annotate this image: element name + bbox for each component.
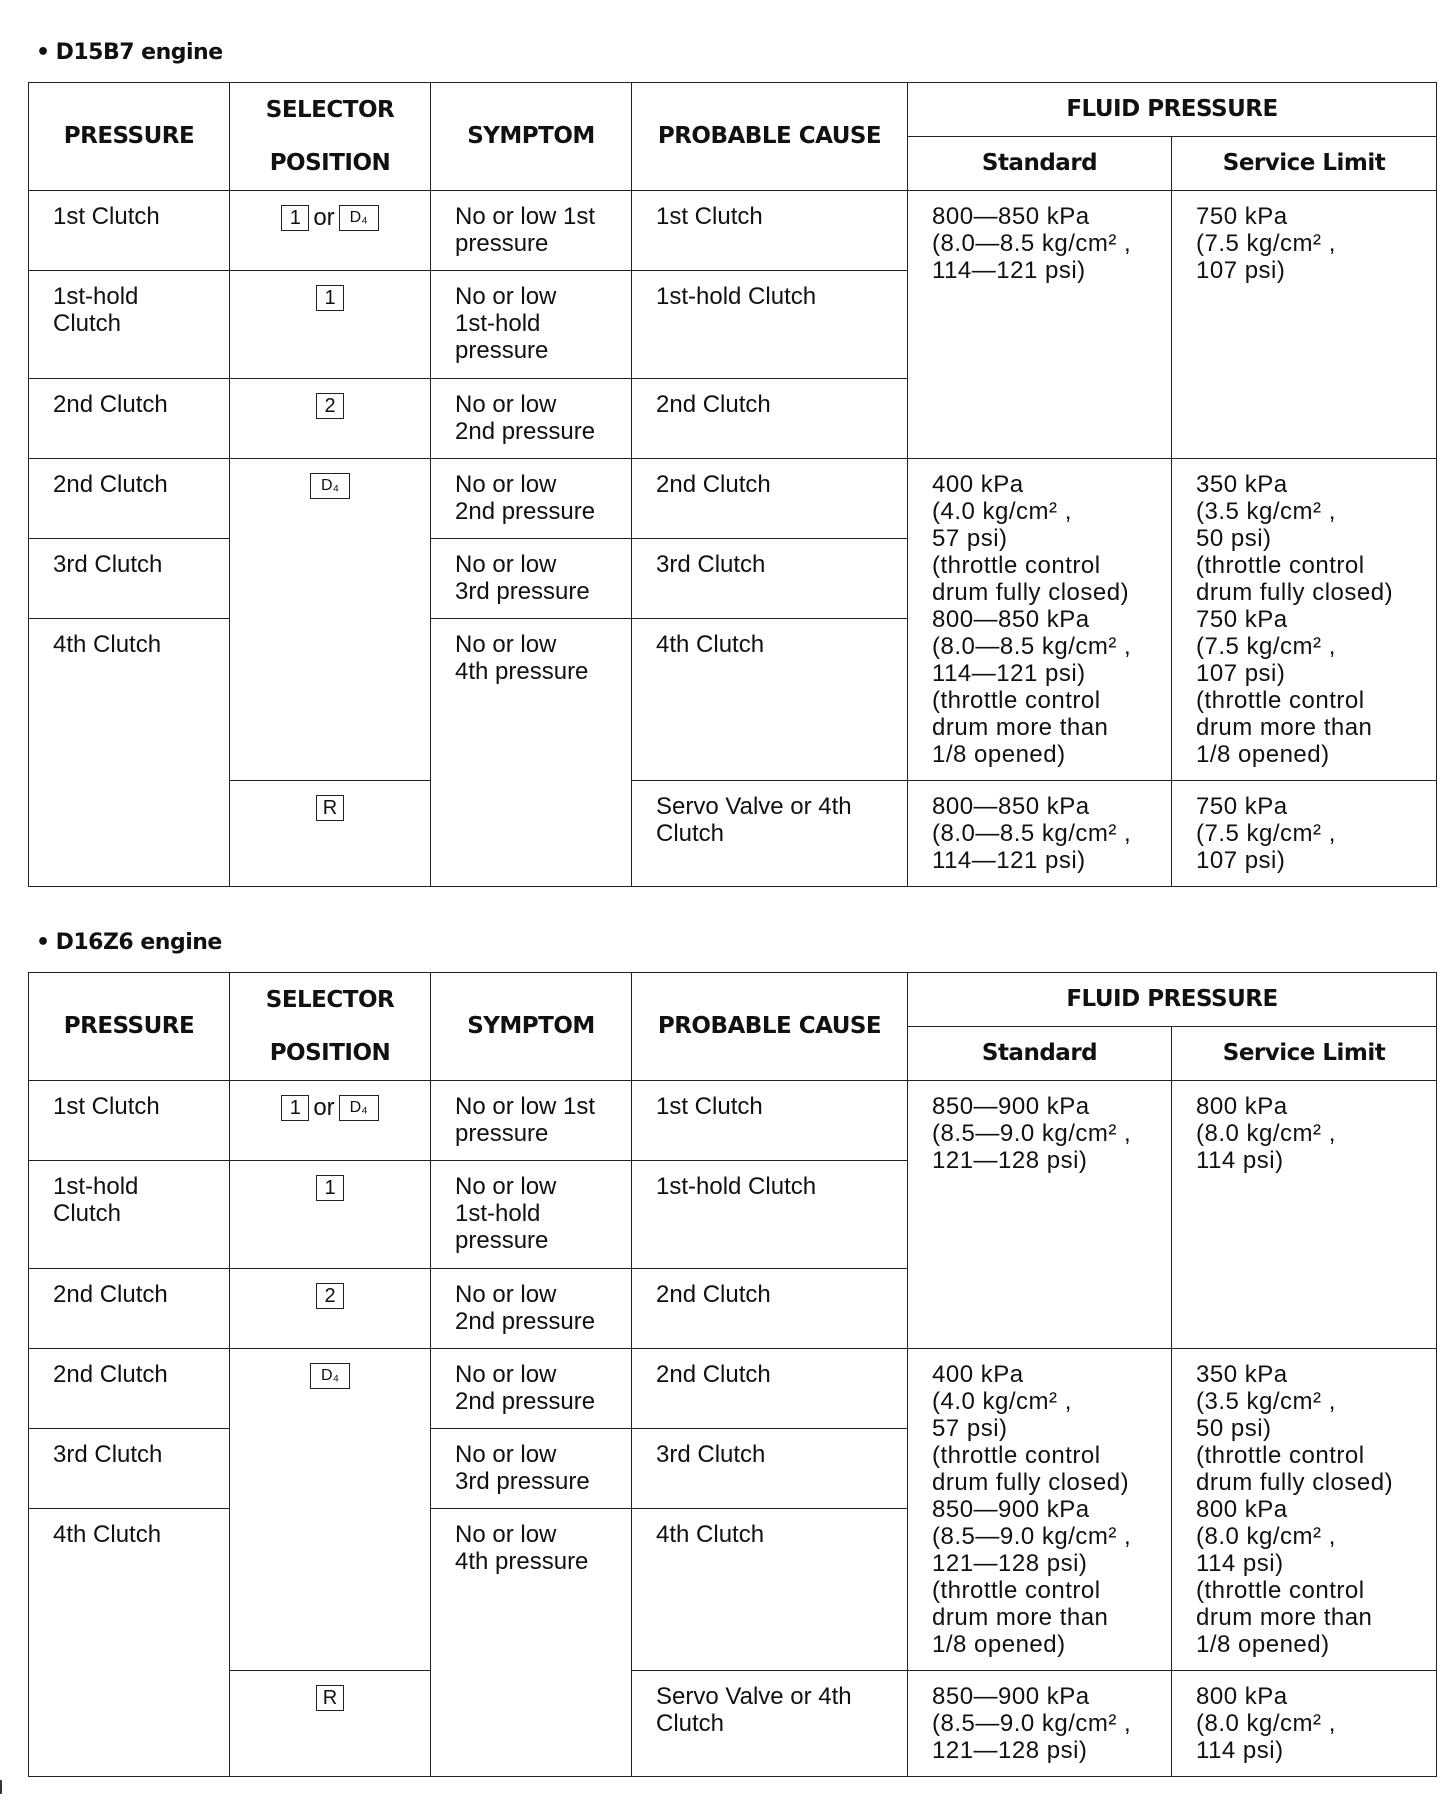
symptom-text-line: pressure xyxy=(455,1227,549,1254)
or-text: or xyxy=(313,1094,335,1122)
standard-pressure-text-line: (throttle control xyxy=(932,687,1101,714)
standard-pressure-cell xyxy=(908,1671,1172,1777)
service-limit-text xyxy=(1196,1361,1426,1658)
symptom-text xyxy=(455,1521,621,1575)
symptom-text-line: No or low 1st xyxy=(455,1093,596,1120)
pressure-cell xyxy=(29,1429,230,1509)
symptom-text-line: 2nd pressure xyxy=(455,1388,596,1415)
service-limit-text-line: 114 psi) xyxy=(1196,1737,1284,1764)
service-limit-cell xyxy=(1172,1081,1437,1349)
probable-cause-header: PROBABLE CAUSE xyxy=(632,973,908,1081)
cause-text xyxy=(656,1281,897,1308)
pressure-table xyxy=(28,972,1437,1777)
standard-pressure-text-line: 1/8 opened) xyxy=(932,1631,1066,1658)
symptom-text-line: pressure xyxy=(455,230,549,257)
symptom-text xyxy=(455,1093,621,1147)
service-limit-text-line: 114 psi) xyxy=(1196,1147,1284,1174)
symptom-text-line: No or low xyxy=(455,283,557,310)
service-limit-text-line: 50 psi) xyxy=(1196,525,1272,552)
service-limit-text-line: 350 kPa xyxy=(1196,471,1288,498)
standard-pressure-text-line: 1/8 opened) xyxy=(932,741,1066,768)
symptom-text-line: No or low xyxy=(455,1361,557,1388)
symptom-text xyxy=(455,283,621,364)
service-limit-text-line: drum fully closed) xyxy=(1196,1469,1394,1496)
selector-cell xyxy=(230,1269,431,1349)
service-limit-text xyxy=(1196,1093,1426,1174)
selector-2-box: 2 xyxy=(316,1283,344,1309)
symptom-text-line: No or low 1st xyxy=(455,203,596,230)
probable-cause-cell xyxy=(632,1161,908,1269)
pressure-cell xyxy=(29,379,230,459)
standard-pressure-text-line: (8.0—8.5 kg/cm² , xyxy=(932,820,1132,847)
symptom-cell xyxy=(431,271,632,379)
fluid-pressure-header: FLUID PRESSURE xyxy=(908,973,1437,1027)
standard-header: Standard xyxy=(908,1027,1172,1081)
standard-pressure-text-line: 800—850 kPa xyxy=(932,203,1090,230)
pressure-text xyxy=(53,1521,219,1548)
selector-cell xyxy=(230,1349,431,1671)
cause-text-line: 3rd Clutch xyxy=(656,551,766,578)
symptom-text-line: No or low xyxy=(455,631,557,658)
service-limit-text-line: 750 kPa xyxy=(1196,606,1288,633)
standard-pressure-text xyxy=(932,203,1161,284)
engine-section-title xyxy=(36,40,223,65)
standard-pressure-text-line: 800—850 kPa xyxy=(932,793,1090,820)
cause-text-line: Servo Valve or 4th xyxy=(656,793,852,820)
standard-pressure-text-line: (4.0 kg/cm² , xyxy=(932,1388,1072,1415)
selector-2-box: 2 xyxy=(316,393,344,419)
engine-name: D15B7 engine xyxy=(55,40,223,65)
selector-cell xyxy=(230,191,431,271)
selector-cell xyxy=(230,781,431,887)
service-limit-text-line: 114 psi) xyxy=(1196,1550,1284,1577)
standard-pressure-cell xyxy=(908,781,1172,887)
pressure-cell xyxy=(29,191,230,271)
pressure-cell xyxy=(29,1509,230,1777)
cause-text xyxy=(656,1361,897,1388)
symptom-cell xyxy=(431,539,632,619)
standard-pressure-text-line: 57 psi) xyxy=(932,525,1008,552)
service-limit-text-line: (3.5 kg/cm² , xyxy=(1196,1388,1336,1415)
cause-text xyxy=(656,793,897,847)
pressure-text xyxy=(53,1361,219,1388)
symptom-text-line: No or low xyxy=(455,1281,557,1308)
selector-1-box: 1 xyxy=(316,285,344,311)
probable-cause-cell xyxy=(632,1081,908,1161)
service-limit-text-line: (8.0 kg/cm² , xyxy=(1196,1710,1336,1737)
service-limit-cell xyxy=(1172,459,1437,781)
standard-pressure-text-line: drum more than xyxy=(932,1604,1109,1631)
pressure-text xyxy=(53,283,219,337)
standard-pressure-text-line: (8.5—9.0 kg/cm² , xyxy=(932,1710,1132,1737)
position-header-line: POSITION xyxy=(269,1039,391,1066)
pressure-text xyxy=(53,471,219,498)
pressure-text-line: 1st Clutch xyxy=(53,1093,160,1120)
symptom-text xyxy=(455,1441,621,1495)
service-limit-text-line: 750 kPa xyxy=(1196,793,1288,820)
cause-text xyxy=(656,1173,897,1200)
service-limit-text-line: 350 kPa xyxy=(1196,1361,1288,1388)
selector-cell xyxy=(230,1161,431,1269)
pressure-text-line: 4th Clutch xyxy=(53,631,162,658)
symptom-text-line: No or low xyxy=(455,1441,557,1468)
selector-header-line: SELECTOR xyxy=(265,986,395,1013)
symptom-text xyxy=(455,1361,621,1415)
service-limit-text-line: (8.0 kg/cm² , xyxy=(1196,1523,1336,1550)
symptom-text xyxy=(455,1281,621,1335)
service-limit-text-line: 750 kPa xyxy=(1196,203,1288,230)
cause-text xyxy=(656,1093,897,1120)
selector-cell xyxy=(230,271,431,379)
pressure-text xyxy=(53,1281,219,1308)
selector-1-box: 1 xyxy=(281,205,309,231)
probable-cause-cell xyxy=(632,191,908,271)
service-limit-cell xyxy=(1172,191,1437,459)
pressure-cell xyxy=(29,1269,230,1349)
pressure-text xyxy=(53,551,219,578)
service-limit-text-line: 50 psi) xyxy=(1196,1415,1272,1442)
selector-d4-box: D₄ xyxy=(310,473,350,499)
pressure-header: PRESSURE xyxy=(29,973,230,1081)
cause-text xyxy=(656,471,897,498)
service-limit-cell xyxy=(1172,781,1437,887)
standard-pressure-text-line: 800—850 kPa xyxy=(932,606,1090,633)
pressure-text xyxy=(53,1093,219,1120)
standard-pressure-text-line: (8.0—8.5 kg/cm² , xyxy=(932,230,1132,257)
pressure-text xyxy=(53,1441,219,1468)
probable-cause-cell xyxy=(632,379,908,459)
standard-pressure-text-line: (4.0 kg/cm² , xyxy=(932,498,1072,525)
service-limit-text-line: drum more than xyxy=(1196,714,1373,741)
service-limit-text-line: 107 psi) xyxy=(1196,660,1286,687)
symptom-header: SYMPTOM xyxy=(431,83,632,191)
cause-text-line: Clutch xyxy=(656,1710,725,1737)
standard-pressure-cell xyxy=(908,459,1172,781)
standard-pressure-text-line: (throttle control xyxy=(932,552,1101,579)
position-header-line: POSITION xyxy=(269,149,391,176)
cause-text xyxy=(656,1683,897,1737)
service-limit-cell xyxy=(1172,1671,1437,1777)
selector-cell xyxy=(230,379,431,459)
service-limit-text-line: 800 kPa xyxy=(1196,1496,1288,1523)
symptom-cell xyxy=(431,459,632,539)
symptom-cell xyxy=(431,1349,632,1429)
symptom-cell xyxy=(431,1269,632,1349)
cause-text-line: 1st-hold Clutch xyxy=(656,283,817,310)
pressure-table xyxy=(28,82,1437,887)
cause-text-line: 4th Clutch xyxy=(656,631,765,658)
service-limit-text-line: (7.5 kg/cm² , xyxy=(1196,230,1336,257)
standard-pressure-text xyxy=(932,471,1161,768)
symptom-text-line: No or low xyxy=(455,391,557,418)
symptom-text xyxy=(455,203,621,257)
symptom-text-line: pressure xyxy=(455,1120,549,1147)
bullet-icon: • xyxy=(36,40,50,65)
symptom-text-line: No or low xyxy=(455,1521,557,1548)
service-limit-cell xyxy=(1172,1349,1437,1671)
probable-cause-cell xyxy=(632,619,908,781)
pressure-text-line: 1st-hold xyxy=(53,1173,139,1200)
standard-pressure-cell xyxy=(908,191,1172,459)
service-limit-text-line: (throttle control xyxy=(1196,1577,1365,1604)
cause-text-line: 2nd Clutch xyxy=(656,471,771,498)
pressure-cell xyxy=(29,1081,230,1161)
symptom-text xyxy=(455,551,621,605)
header-row xyxy=(29,83,1437,137)
standard-pressure-text-line: 400 kPa xyxy=(932,1361,1024,1388)
pressure-text xyxy=(53,631,219,658)
selector-cell xyxy=(230,459,431,781)
cause-text-line: 1st Clutch xyxy=(656,203,763,230)
symptom-text-line: No or low xyxy=(455,551,557,578)
symptom-text-line: 2nd pressure xyxy=(455,1308,596,1335)
probable-cause-cell xyxy=(632,271,908,379)
service-limit-text-line: (7.5 kg/cm² , xyxy=(1196,633,1336,660)
cause-text-line: 1st Clutch xyxy=(656,1093,763,1120)
symptom-text-line: 2nd pressure xyxy=(455,498,596,525)
table-row xyxy=(29,1671,1437,1777)
pressure-cell xyxy=(29,539,230,619)
service-limit-text-line: (throttle control xyxy=(1196,1442,1365,1469)
pressure-text xyxy=(53,391,219,418)
cause-text xyxy=(656,203,897,230)
symptom-text-line: 4th pressure xyxy=(455,658,589,685)
selector-d4-box: D₄ xyxy=(310,1363,350,1389)
pressure-text-line: Clutch xyxy=(53,310,122,337)
engine-name: D16Z6 engine xyxy=(55,930,222,955)
service-limit-header: Service Limit xyxy=(1172,1027,1437,1081)
service-limit-text xyxy=(1196,793,1426,874)
standard-pressure-cell xyxy=(908,1081,1172,1349)
pressure-cell xyxy=(29,271,230,379)
table-row xyxy=(29,1349,1437,1429)
service-limit-text-line: (throttle control xyxy=(1196,687,1365,714)
standard-pressure-text-line: 121—128 psi) xyxy=(932,1737,1088,1764)
service-limit-text-line: 107 psi) xyxy=(1196,847,1286,874)
symptom-text-line: 1st-hold xyxy=(455,1200,541,1227)
symptom-cell xyxy=(431,1161,632,1269)
pressure-cell xyxy=(29,459,230,539)
service-limit-text-line: 1/8 opened) xyxy=(1196,1631,1330,1658)
standard-pressure-text-line: 850—900 kPa xyxy=(932,1093,1090,1120)
symptom-cell xyxy=(431,1429,632,1509)
probable-cause-cell xyxy=(632,459,908,539)
symptom-text-line: pressure xyxy=(455,337,549,364)
cause-text-line: 2nd Clutch xyxy=(656,1361,771,1388)
cause-text xyxy=(656,283,897,310)
standard-pressure-text-line: (8.5—9.0 kg/cm² , xyxy=(932,1120,1132,1147)
selector-r-box: R xyxy=(316,795,344,821)
header-row xyxy=(29,973,1437,1027)
cause-text xyxy=(656,391,897,418)
standard-pressure-text-line: 400 kPa xyxy=(932,471,1024,498)
pressure-text-line: 4th Clutch xyxy=(53,1521,162,1548)
probable-cause-cell xyxy=(632,1509,908,1671)
selector-position-header xyxy=(230,83,431,191)
symptom-cell xyxy=(431,191,632,271)
symptom-text-line: 3rd pressure xyxy=(455,1468,590,1495)
symptom-text-line: 4th pressure xyxy=(455,1548,589,1575)
probable-cause-cell xyxy=(632,1349,908,1429)
standard-pressure-text-line: 114—121 psi) xyxy=(932,257,1086,284)
selector-header-line: SELECTOR xyxy=(265,96,395,123)
pressure-text-line: 2nd Clutch xyxy=(53,471,168,498)
pressure-cell xyxy=(29,619,230,887)
symptom-text xyxy=(455,1173,621,1254)
standard-pressure-text-line: (8.5—9.0 kg/cm² , xyxy=(932,1523,1132,1550)
service-limit-text xyxy=(1196,1683,1426,1764)
probable-cause-cell xyxy=(632,1429,908,1509)
service-limit-text-line: (8.0 kg/cm² , xyxy=(1196,1120,1336,1147)
pressure-text xyxy=(53,1173,219,1227)
symptom-text xyxy=(455,391,621,445)
selector-d4-box: D₄ xyxy=(339,1095,379,1121)
pressure-text-line: 2nd Clutch xyxy=(53,391,168,418)
service-limit-text xyxy=(1196,203,1426,284)
standard-pressure-text xyxy=(932,1683,1161,1764)
service-limit-text-line: drum more than xyxy=(1196,1604,1373,1631)
service-limit-text-line: (7.5 kg/cm² , xyxy=(1196,820,1336,847)
standard-pressure-text xyxy=(932,1361,1161,1658)
selector-d4-box: D₄ xyxy=(339,205,379,231)
selector-1-box: 1 xyxy=(316,1175,344,1201)
cause-text-line: 2nd Clutch xyxy=(656,1281,771,1308)
probable-cause-cell xyxy=(632,1671,908,1777)
standard-pressure-text-line: drum fully closed) xyxy=(932,1469,1130,1496)
symptom-text-line: 3rd pressure xyxy=(455,578,590,605)
standard-pressure-text-line: 121—128 psi) xyxy=(932,1550,1088,1577)
cause-text xyxy=(656,1441,897,1468)
symptom-text-line: No or low xyxy=(455,471,557,498)
cause-text xyxy=(656,1521,897,1548)
symptom-cell xyxy=(431,1081,632,1161)
symptom-cell xyxy=(431,619,632,887)
symptom-text xyxy=(455,471,621,525)
symptom-text xyxy=(455,631,621,685)
table-row xyxy=(29,1081,1437,1161)
standard-pressure-text xyxy=(932,1093,1161,1174)
selector-r-box: R xyxy=(316,1685,344,1711)
symptom-cell xyxy=(431,1509,632,1777)
engine-section-title xyxy=(36,930,222,955)
standard-pressure-text-line: (throttle control xyxy=(932,1577,1101,1604)
page-edge-mark xyxy=(0,1780,6,1794)
probable-cause-header: PROBABLE CAUSE xyxy=(632,83,908,191)
service-limit-text-line: (3.5 kg/cm² , xyxy=(1196,498,1336,525)
pressure-cell xyxy=(29,1349,230,1429)
cause-text-line: 1st-hold Clutch xyxy=(656,1173,817,1200)
service-limit-header: Service Limit xyxy=(1172,137,1437,191)
symptom-text-line: 2nd pressure xyxy=(455,418,596,445)
pressure-text xyxy=(53,203,219,230)
table-row xyxy=(29,191,1437,271)
selector-cell xyxy=(230,1081,431,1161)
service-limit-text-line: 107 psi) xyxy=(1196,257,1286,284)
standard-pressure-text-line: drum more than xyxy=(932,714,1109,741)
cause-text-line: Clutch xyxy=(656,820,725,847)
selector-1-box: 1 xyxy=(281,1095,309,1121)
service-limit-text-line: drum fully closed) xyxy=(1196,579,1394,606)
service-limit-text xyxy=(1196,471,1426,768)
service-limit-text-line: 1/8 opened) xyxy=(1196,741,1330,768)
cause-text-line: 3rd Clutch xyxy=(656,1441,766,1468)
standard-pressure-text xyxy=(932,793,1161,874)
service-limit-text-line: (throttle control xyxy=(1196,552,1365,579)
pressure-header: PRESSURE xyxy=(29,83,230,191)
symptom-text-line: No or low xyxy=(455,1173,557,1200)
cause-text xyxy=(656,631,897,658)
service-limit-text-line: 800 kPa xyxy=(1196,1093,1288,1120)
standard-pressure-text-line: drum fully closed) xyxy=(932,579,1130,606)
cause-text-line: Servo Valve or 4th xyxy=(656,1683,852,1710)
standard-pressure-text-line: (throttle control xyxy=(932,1442,1101,1469)
bullet-icon: • xyxy=(36,930,50,955)
probable-cause-cell xyxy=(632,539,908,619)
standard-pressure-text-line: 850—900 kPa xyxy=(932,1683,1090,1710)
pressure-text-line: 2nd Clutch xyxy=(53,1361,168,1388)
symptom-cell xyxy=(431,379,632,459)
standard-pressure-text-line: 114—121 psi) xyxy=(932,660,1086,687)
pressure-text-line: 3rd Clutch xyxy=(53,1441,163,1468)
pressure-text-line: 1st-hold xyxy=(53,283,139,310)
cause-text-line: 4th Clutch xyxy=(656,1521,765,1548)
table-row xyxy=(29,459,1437,539)
standard-pressure-text-line: 850—900 kPa xyxy=(932,1496,1090,1523)
probable-cause-cell xyxy=(632,1269,908,1349)
service-limit-text-line: 800 kPa xyxy=(1196,1683,1288,1710)
table-row xyxy=(29,781,1437,887)
standard-pressure-text-line: (8.0—8.5 kg/cm² , xyxy=(932,633,1132,660)
pressure-text-line: 3rd Clutch xyxy=(53,551,163,578)
cause-text xyxy=(656,551,897,578)
selector-cell xyxy=(230,1671,431,1777)
selector-position-header xyxy=(230,973,431,1081)
standard-pressure-cell xyxy=(908,1349,1172,1671)
pressure-text-line: Clutch xyxy=(53,1200,122,1227)
probable-cause-cell xyxy=(632,781,908,887)
or-text: or xyxy=(313,204,335,232)
standard-pressure-text-line: 121—128 psi) xyxy=(932,1147,1088,1174)
fluid-pressure-header: FLUID PRESSURE xyxy=(908,83,1437,137)
standard-pressure-text-line: 57 psi) xyxy=(932,1415,1008,1442)
standard-pressure-text-line: 114—121 psi) xyxy=(932,847,1086,874)
pressure-cell xyxy=(29,1161,230,1269)
cause-text-line: 2nd Clutch xyxy=(656,391,771,418)
standard-header: Standard xyxy=(908,137,1172,191)
pressure-text-line: 2nd Clutch xyxy=(53,1281,168,1308)
pressure-text-line: 1st Clutch xyxy=(53,203,160,230)
symptom-text-line: 1st-hold xyxy=(455,310,541,337)
symptom-header: SYMPTOM xyxy=(431,973,632,1081)
